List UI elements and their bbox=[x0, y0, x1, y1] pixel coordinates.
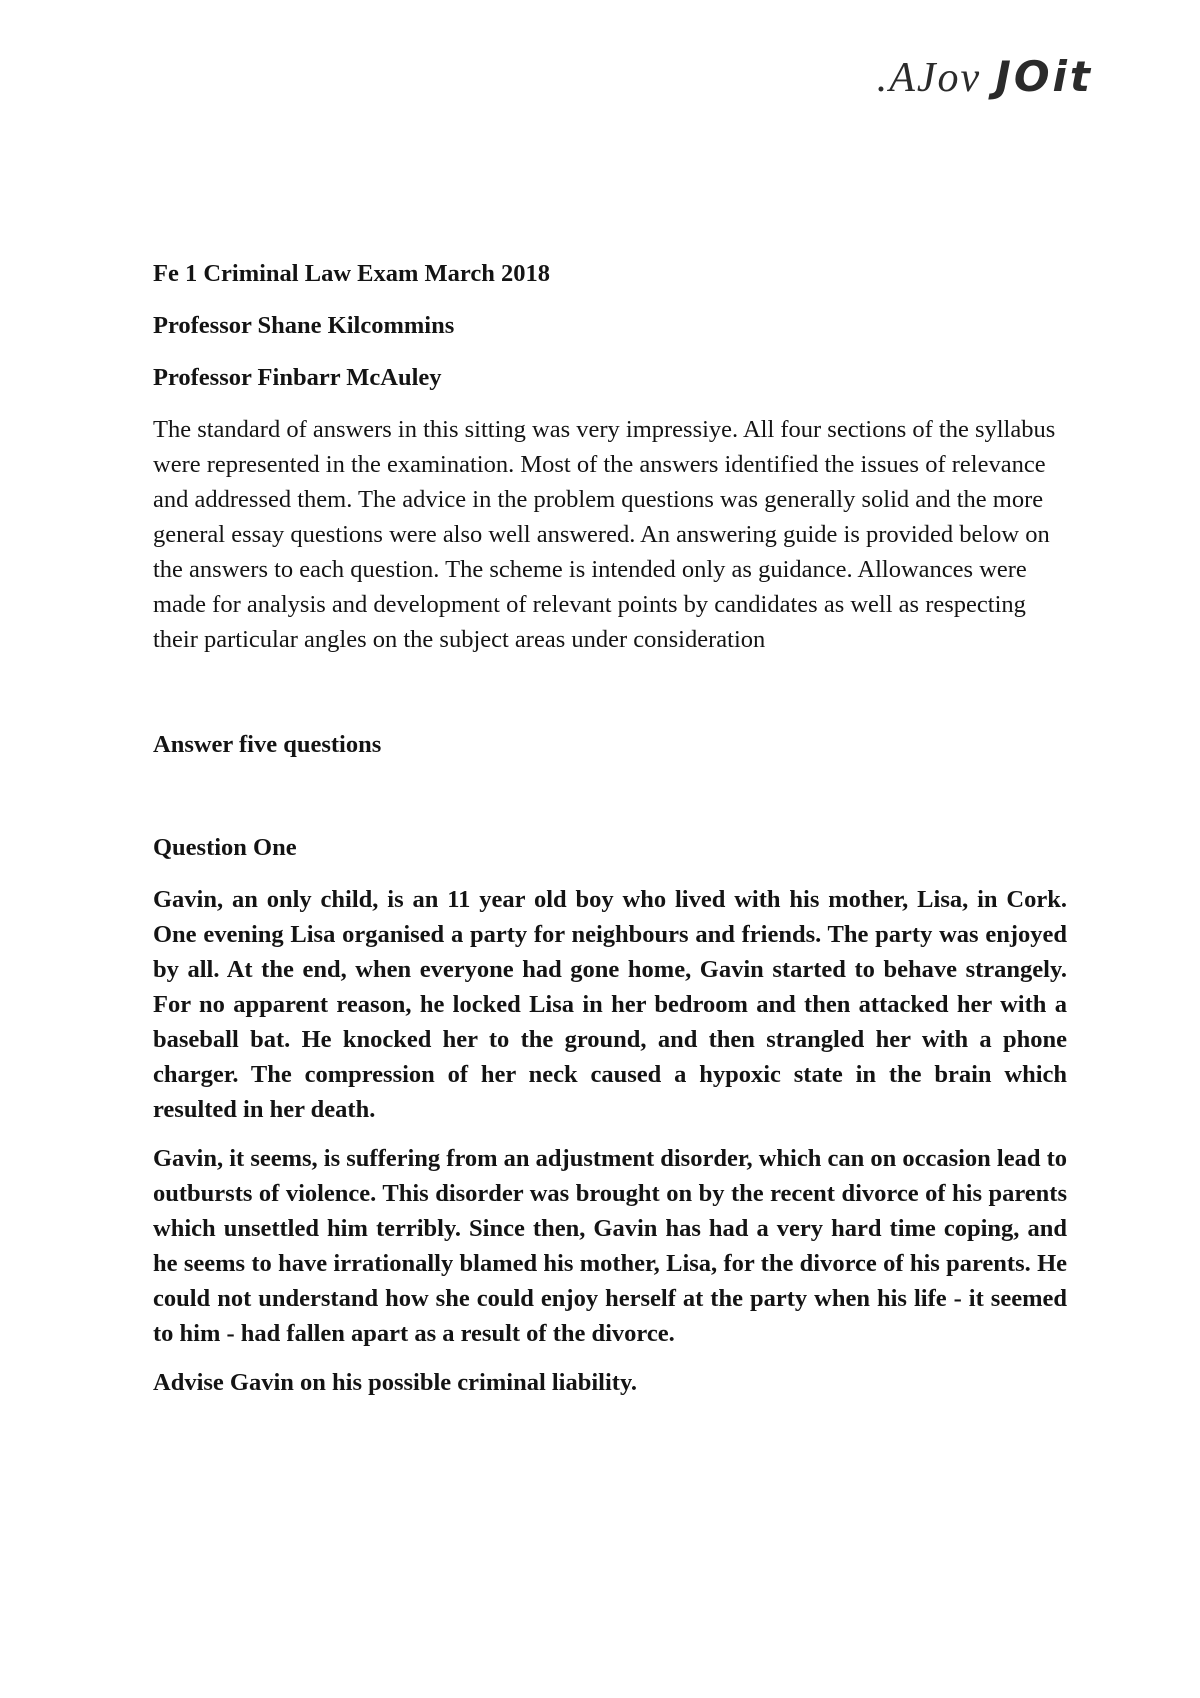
question-one-title: Question One bbox=[153, 834, 297, 861]
exam-title: Fe 1 Criminal Law Exam March 2018 bbox=[153, 260, 550, 287]
logo-text-part1: .AJov bbox=[876, 55, 982, 101]
handwritten-logo bbox=[877, 52, 1093, 102]
logo-text-part2: JOit bbox=[995, 52, 1093, 101]
document-body bbox=[153, 256, 1067, 1400]
examiner-2: Professor Finbarr McAuley bbox=[153, 364, 442, 391]
question-one-paragraph-1: Gavin, an only child, is an 11 year old boy who lived with his mother, Lisa, in Cork. One evening Lisa organised a party for neighbours and friends. The party was enjoyed by all. At the end, when everyone had gone home, Gavin started to behave strangely. For no apparent reason, he locked Lisa in her bedroom and then attacked her with a baseball bat. He knocked her to the ground, and then strangled her with a phone charger. The compression of her neck caused a hypoxic state in the brain which resulted in her death. bbox=[153, 886, 1067, 1123]
question-one-task: Advise Gavin on his possible criminal liability. bbox=[153, 1369, 637, 1396]
instruction: Answer five questions bbox=[153, 731, 382, 758]
examiner-1: Professor Shane Kilcommins bbox=[153, 312, 455, 339]
question-one-paragraph-2: Gavin, it seems, is suffering from an adjustment disorder, which can on occasion lead to outbursts of violence. This disorder was brought on by the recent divorce of his parents which unsettled him terribly. Since then, Gavin has had a very hard time coping, and he seems to have irrationally blamed his mother, Lisa, for the divorce of his parents. He could not understand how she could enjoy herself at the party when his life - it seemed to him - had fallen apart as a result of the divorce. bbox=[153, 1145, 1068, 1347]
intro-paragraph: The standard of answers in this sitting was very impressiye. All four sections of the syllabus were represented in the examination. Most of the answers identified the issues of relevance and addressed them. The advice in the problem questions was generally solid and the more general essay questions were also well answered. An answering guide is provided below on the answers to each question. The scheme is intended only as guidance. Allowances were made for analysis and development of relevant points by candidates as well as respecting their particular angles on the subject areas under consideration bbox=[153, 416, 1056, 653]
